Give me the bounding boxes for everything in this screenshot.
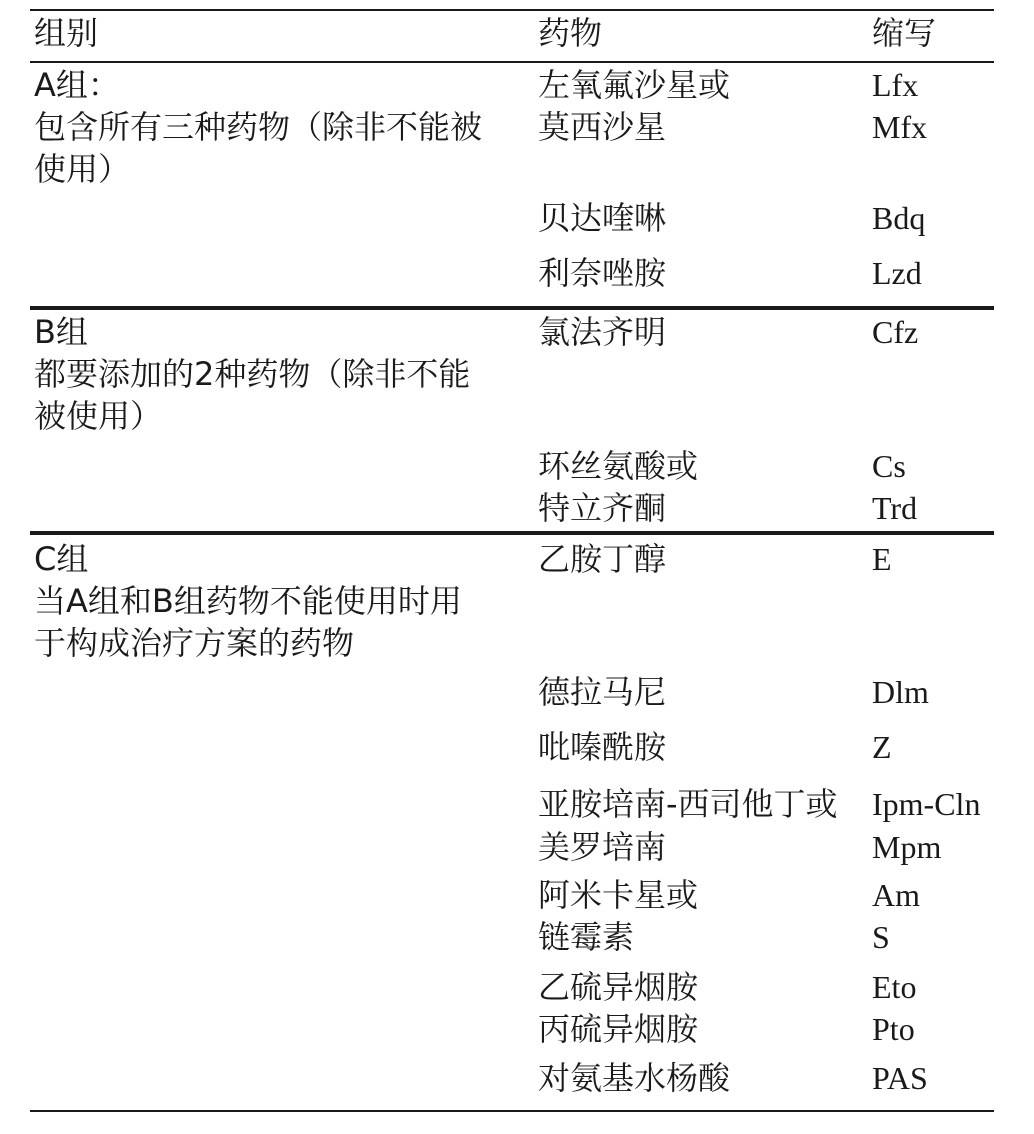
- drug-name: 阿米卡星或: [538, 876, 699, 914]
- drug-name: 莫西沙星: [538, 108, 667, 146]
- table-bottom-rule: [30, 1110, 994, 1112]
- drug-abbr: Mpm: [872, 829, 942, 865]
- group-c-cell: [34, 538, 529, 664]
- drug-abbr: S: [872, 919, 890, 955]
- drug-abbr: Am: [872, 877, 920, 913]
- drug-abbr: Cfz: [872, 314, 919, 350]
- group-c-label: C组: [34, 540, 89, 578]
- header-group: 组别: [34, 14, 99, 52]
- group-b-description-line: 被使用）: [34, 397, 163, 435]
- drug-name: 链霉素: [538, 918, 635, 956]
- drug-abbr: Trd: [872, 490, 918, 526]
- group-c-description-line: 当A组和B组药物不能使用时用: [34, 582, 462, 620]
- table-top-rule: [30, 9, 994, 11]
- drug-name: 德拉马尼: [538, 673, 667, 711]
- drug-name: 贝达喹啉: [538, 199, 667, 237]
- drug-name: 吡嗪酰胺: [538, 728, 667, 766]
- drug-name: 乙胺丁醇: [538, 540, 667, 578]
- drug-abbr: Bdq: [872, 200, 926, 236]
- drug-name: 氯法齐明: [538, 313, 667, 351]
- drug-abbr: PAS: [872, 1060, 928, 1096]
- drug-abbr: Mfx: [872, 109, 928, 145]
- group-b-bottom-rule: [30, 531, 994, 535]
- group-c-description-line: 于构成治疗方案的药物: [34, 624, 355, 662]
- drug-name: 丙硫异烟胺: [538, 1010, 699, 1048]
- drug-abbr: E: [872, 541, 892, 577]
- drug-abbr: Eto: [872, 969, 917, 1005]
- drug-name: 特立齐酮: [538, 489, 667, 527]
- group-a-description-line: 包含所有三种药物（除非不能被: [34, 108, 483, 146]
- drug-abbr: Pto: [872, 1011, 915, 1047]
- group-b-cell: [34, 311, 529, 437]
- group-b-label: B组: [34, 313, 88, 351]
- drug-abbr: Lzd: [872, 255, 922, 291]
- drug-name: 乙硫异烟胺: [538, 968, 699, 1006]
- header-drug: 药物: [538, 14, 603, 52]
- drug-name: 对氨基水杨酸: [538, 1059, 731, 1097]
- group-a-cell: [34, 64, 529, 190]
- group-a-label: A组：: [34, 66, 120, 104]
- drug-name: 左氧氟沙星或: [538, 66, 731, 104]
- drug-name: 美罗培南: [538, 828, 667, 866]
- drug-name: 亚胺培南-西司他丁或: [538, 785, 838, 823]
- group-a-description-line: 使用）: [34, 150, 131, 188]
- group-a-bottom-rule: [30, 306, 994, 310]
- header-abbr: 缩写: [872, 14, 937, 52]
- drug-abbr: Z: [872, 729, 892, 765]
- drug-abbr: Lfx: [872, 67, 919, 103]
- drug-abbr: Ipm-Cln: [872, 786, 981, 822]
- drug-name: 环丝氨酸或: [538, 447, 699, 485]
- header-bottom-rule: [30, 61, 994, 63]
- group-b-description-line: 都要添加的2种药物（除非不能: [34, 355, 471, 393]
- drug-abbr: Cs: [872, 448, 906, 484]
- drug-name: 利奈唑胺: [538, 254, 667, 292]
- drug-abbr: Dlm: [872, 674, 929, 710]
